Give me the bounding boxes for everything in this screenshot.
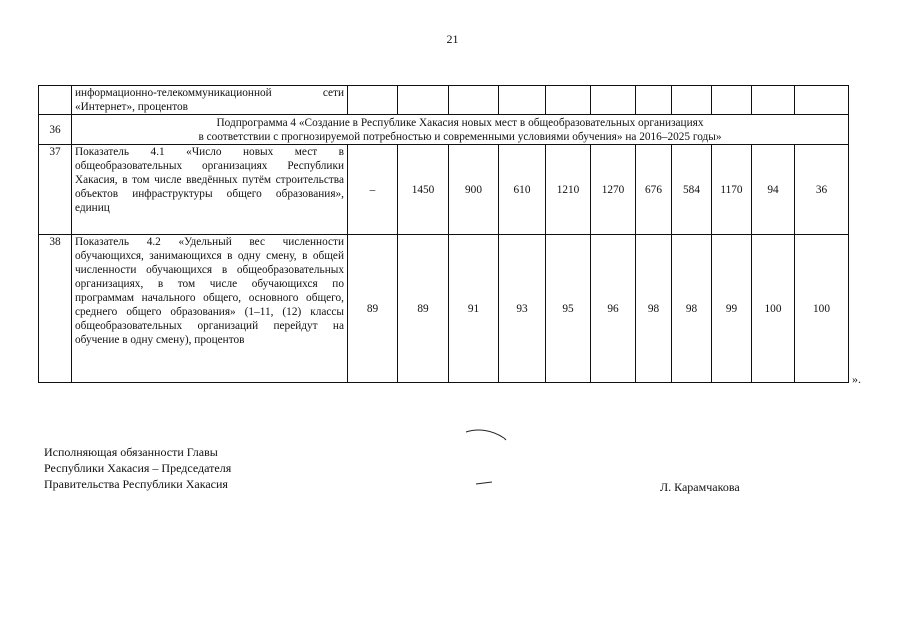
value-cell: 98 bbox=[672, 235, 712, 383]
value-cell: 1450 bbox=[398, 145, 449, 235]
value-cell: 89 bbox=[398, 235, 449, 383]
table-row bbox=[39, 235, 849, 383]
value-cell: 96 bbox=[591, 235, 636, 383]
description-cell: Показатель 4.2 «Удельный вес численности обучающихся, занимающихся в одну смену, в общей численности обучающихся в общеобразовательных организациях, в том числе обучающихся по программам начального общего, основного общего, среднего общего образования» (1–11, (12) классы общеобразовательных организаций перейдут на обучение в одну смену), процентов bbox=[72, 235, 348, 383]
signatory-line3: Правительства Республики Хакасия bbox=[44, 477, 228, 491]
handwritten-signature bbox=[460, 424, 520, 494]
value-cell: 1210 bbox=[546, 145, 591, 235]
value-cell: 610 bbox=[499, 145, 546, 235]
indicators-table bbox=[38, 85, 849, 383]
value-cell: 900 bbox=[449, 145, 499, 235]
value-cell: – bbox=[348, 145, 398, 235]
signatory-line1: Исполняющая обязанности Главы bbox=[44, 445, 218, 459]
subprogram-title-line1: Подпрограмма 4 «Создание в Республике Хакасия новых мест в общеобразовательных организациях bbox=[216, 116, 704, 129]
table-row-subprogram bbox=[39, 115, 849, 145]
signatory-line2: Республики Хакасия – Председателя bbox=[44, 461, 232, 475]
value-cell: 1270 bbox=[591, 145, 636, 235]
value-cell: 1170 bbox=[712, 145, 752, 235]
value-cell: 93 bbox=[499, 235, 546, 383]
table-row-continuation bbox=[39, 86, 849, 115]
table-row bbox=[39, 145, 849, 235]
signatory-position bbox=[44, 444, 231, 492]
description-cell: информационно-телекоммуникационной сети «Интернет», процентов bbox=[72, 86, 348, 115]
closing-quote: ». bbox=[852, 372, 861, 386]
signatory-name: Л. Карамчакова bbox=[660, 480, 740, 494]
value-cell: 99 bbox=[712, 235, 752, 383]
index-cell: 37 bbox=[39, 145, 72, 235]
index-cell: 36 bbox=[39, 115, 72, 145]
page-number: 21 bbox=[446, 32, 459, 46]
value-cell: 676 bbox=[636, 145, 672, 235]
subprogram-title-line2: в соответствии с прогнозируемой потребностью и современными условиями обучения» на 2016–2025 годы» bbox=[198, 130, 722, 143]
value-cell: 95 bbox=[546, 235, 591, 383]
value-cell: 100 bbox=[795, 235, 849, 383]
index-cell bbox=[39, 86, 72, 115]
value-cell: 94 bbox=[752, 145, 795, 235]
value-cell: 36 bbox=[795, 145, 849, 235]
value-cell: 100 bbox=[752, 235, 795, 383]
value-cell: 91 bbox=[449, 235, 499, 383]
value-cell: 89 bbox=[348, 235, 398, 383]
description-cell: Показатель 4.1 «Число новых мест в общеобразовательных организациях Республики Хакасия, в том числе введённых путём строительства объектов инфраструктуры общего образования», единиц bbox=[72, 145, 348, 235]
value-cell: 584 bbox=[672, 145, 712, 235]
index-cell: 38 bbox=[39, 235, 72, 383]
subprogram-title bbox=[72, 115, 849, 145]
value-cell: 98 bbox=[636, 235, 672, 383]
